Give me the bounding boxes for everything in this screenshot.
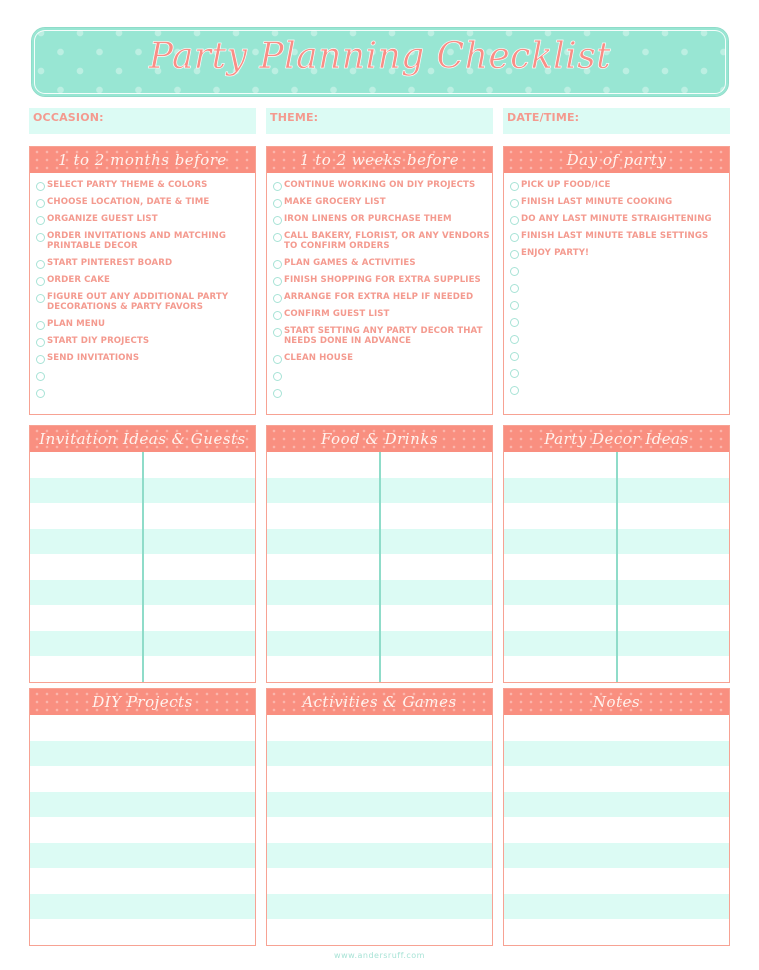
checkbox-circle-icon[interactable] — [510, 267, 519, 276]
checkbox-circle-icon[interactable] — [36, 321, 45, 330]
writing-line[interactable] — [267, 843, 492, 869]
checkbox-circle-icon[interactable] — [36, 199, 45, 208]
checkbox-circle-icon[interactable] — [36, 182, 45, 191]
checklist-item[interactable] — [510, 282, 729, 299]
checkbox-circle-icon[interactable] — [510, 182, 519, 191]
checkbox-circle-icon[interactable] — [510, 352, 519, 361]
party-decor-ideas-section — [503, 425, 730, 683]
checklist-item-label: CHOOSE LOCATION, DATE & TIME — [47, 197, 210, 207]
checklist-item[interactable] — [273, 258, 492, 275]
writing-line[interactable] — [504, 715, 729, 741]
writing-line[interactable] — [504, 817, 729, 843]
checklist-item-label: CONFIRM GUEST LIST — [284, 309, 390, 319]
checklist-item[interactable] — [36, 292, 255, 319]
page-title: Party Planning Checklist — [148, 36, 612, 77]
checklist-item[interactable] — [510, 180, 729, 197]
checklist-heading: 1 to 2 weeks before — [267, 147, 492, 173]
occasion-label: OCCASION: — [33, 111, 104, 124]
checklist-item-label: FINISH SHOPPING FOR EXTRA SUPPLIES — [284, 275, 481, 285]
checkbox-circle-icon[interactable] — [273, 233, 282, 242]
checkbox-circle-icon[interactable] — [36, 294, 45, 303]
checklist-item-label: PLAN MENU — [47, 319, 106, 329]
writing-line[interactable] — [267, 868, 492, 894]
writing-line[interactable] — [267, 741, 492, 767]
checklist-items — [504, 173, 729, 401]
checkbox-circle-icon[interactable] — [273, 277, 282, 286]
checklist-item[interactable] — [273, 370, 492, 387]
checklist-item[interactable] — [273, 309, 492, 326]
checklist-item-label: PICK UP FOOD/ICE — [521, 180, 611, 190]
checklist-item[interactable] — [36, 370, 255, 387]
checklist-items — [30, 173, 255, 404]
checkbox-circle-icon[interactable] — [273, 328, 282, 337]
theme-field[interactable] — [266, 108, 493, 134]
checklist-item-label: CONTINUE WORKING ON DIY PROJECTS — [284, 180, 476, 190]
checkbox-circle-icon[interactable] — [273, 311, 282, 320]
lined-area[interactable] — [504, 715, 729, 945]
checklist-item[interactable] — [36, 353, 255, 370]
checklist-item[interactable] — [36, 231, 255, 258]
checklist-item[interactable] — [510, 299, 729, 316]
checklist-item[interactable] — [36, 275, 255, 292]
column-divider — [616, 452, 618, 682]
checkbox-circle-icon[interactable] — [273, 260, 282, 269]
writing-line[interactable] — [267, 919, 492, 945]
checklist-item[interactable] — [510, 197, 729, 214]
checklist-item[interactable] — [273, 353, 492, 370]
date-time-label: DATE/TIME: — [507, 111, 580, 124]
checkbox-circle-icon[interactable] — [36, 233, 45, 242]
theme-label: THEME: — [270, 111, 319, 124]
writing-line[interactable] — [30, 715, 255, 741]
checkbox-circle-icon[interactable] — [36, 216, 45, 225]
checklist-item-label: DO ANY LAST MINUTE STRAIGHTENING — [521, 214, 712, 224]
section-heading: Notes — [504, 689, 729, 715]
checklist-item-label: START SETTING ANY PARTY DECOR THAT NEEDS DONE IN ADVANCE — [284, 326, 483, 346]
section-heading: Party Decor Ideas — [504, 426, 729, 452]
checkbox-circle-icon[interactable] — [510, 369, 519, 378]
footer-url: www.andersruff.com — [334, 951, 425, 960]
checkbox-circle-icon[interactable] — [510, 301, 519, 310]
checklist-item-label: FIGURE OUT ANY ADDITIONAL PARTY DECORATIONS & PARTY FAVORS — [47, 292, 229, 312]
writing-line[interactable] — [504, 766, 729, 792]
occasion-field[interactable] — [29, 108, 256, 134]
checklist-item-label: IRON LINENS OR PURCHASE THEM — [284, 214, 452, 224]
checklist-item[interactable] — [273, 197, 492, 214]
checklist-item-label: ARRANGE FOR EXTRA HELP IF NEEDED — [284, 292, 474, 302]
activities-games-section — [266, 688, 493, 946]
checklist-item-label: ENJOY PARTY! — [521, 248, 590, 258]
checklist-1-to-2-months — [29, 146, 256, 415]
checklist-item[interactable] — [273, 214, 492, 231]
writing-line[interactable] — [267, 766, 492, 792]
checkbox-circle-icon[interactable] — [510, 216, 519, 225]
food-drinks-section — [266, 425, 493, 683]
checklist-item[interactable] — [510, 248, 729, 265]
lined-area[interactable] — [30, 452, 255, 682]
checklist-item[interactable] — [510, 333, 729, 350]
checklist-day-of-party — [503, 146, 730, 415]
checkbox-circle-icon[interactable] — [273, 182, 282, 191]
checkbox-circle-icon[interactable] — [273, 199, 282, 208]
checklist-item-label: CALL BAKERY, FLORIST, OR ANY VENDORS TO CONFIRM ORDERS — [284, 231, 490, 251]
checkbox-circle-icon[interactable] — [510, 386, 519, 395]
checkbox-circle-icon[interactable] — [510, 233, 519, 242]
checklist-item-label: MAKE GROCERY LIST — [284, 197, 386, 207]
writing-line[interactable] — [504, 741, 729, 767]
checklist-item[interactable] — [510, 214, 729, 231]
checklist-item-label: ORGANIZE GUEST LIST — [47, 214, 158, 224]
checkbox-circle-icon[interactable] — [36, 389, 45, 398]
diy-projects-section — [29, 688, 256, 946]
writing-line[interactable] — [30, 817, 255, 843]
checkbox-circle-icon[interactable] — [510, 199, 519, 208]
checkbox-circle-icon[interactable] — [273, 355, 282, 364]
checklist-item[interactable] — [510, 384, 729, 401]
writing-line[interactable] — [504, 894, 729, 920]
lined-area[interactable] — [267, 715, 492, 945]
writing-line[interactable] — [30, 919, 255, 945]
lined-area[interactable] — [267, 452, 492, 682]
section-heading: Activities & Games — [267, 689, 492, 715]
section-heading: Invitation Ideas & Guests — [30, 426, 255, 452]
checklist-item[interactable] — [510, 367, 729, 384]
writing-line[interactable] — [30, 843, 255, 869]
writing-line[interactable] — [30, 741, 255, 767]
checkbox-circle-icon[interactable] — [36, 260, 45, 269]
checklist-item[interactable] — [273, 275, 492, 292]
writing-line[interactable] — [504, 919, 729, 945]
checklist-item[interactable] — [510, 316, 729, 333]
checklist-item-label: CLEAN HOUSE — [284, 353, 354, 363]
date-time-field[interactable] — [503, 108, 730, 134]
writing-line[interactable] — [267, 894, 492, 920]
lined-area[interactable] — [504, 452, 729, 682]
section-heading: Food & Drinks — [267, 426, 492, 452]
checklist-item[interactable] — [273, 387, 492, 404]
checklist-item[interactable] — [273, 180, 492, 197]
checklist-item[interactable] — [510, 265, 729, 282]
checklist-item[interactable] — [36, 336, 255, 353]
checklist-heading: 1 to 2 months before — [30, 147, 255, 173]
checklist-1-to-2-weeks — [266, 146, 493, 415]
checklist-item[interactable] — [273, 231, 492, 258]
writing-line[interactable] — [504, 843, 729, 869]
checklist-item[interactable] — [273, 292, 492, 309]
checkbox-circle-icon[interactable] — [273, 294, 282, 303]
checkbox-circle-icon[interactable] — [36, 355, 45, 364]
lined-area[interactable] — [30, 715, 255, 945]
notes-section — [503, 688, 730, 946]
checkbox-circle-icon[interactable] — [510, 318, 519, 327]
checkbox-circle-icon[interactable] — [510, 335, 519, 344]
checklist-item[interactable] — [273, 326, 492, 353]
checklist-item-label: SEND INVITATIONS — [47, 353, 140, 363]
writing-line[interactable] — [504, 792, 729, 818]
checkbox-circle-icon[interactable] — [273, 389, 282, 398]
checklist-item[interactable] — [36, 387, 255, 404]
column-divider — [379, 452, 381, 682]
invitation-ideas-guests-section — [29, 425, 256, 683]
checkbox-circle-icon[interactable] — [36, 277, 45, 286]
writing-line[interactable] — [30, 766, 255, 792]
checklist-item-label: ORDER CAKE — [47, 275, 111, 285]
column-divider — [142, 452, 144, 682]
checklist-item[interactable] — [36, 258, 255, 275]
title-banner — [31, 27, 729, 97]
checklist-item-label: FINISH LAST MINUTE TABLE SETTINGS — [521, 231, 709, 241]
checkbox-circle-icon[interactable] — [273, 372, 282, 381]
checklist-item-label: SELECT PARTY THEME & COLORS — [47, 180, 208, 190]
writing-line[interactable] — [267, 715, 492, 741]
checklist-heading: Day of party — [504, 147, 729, 173]
checklist-item-label: FINISH LAST MINUTE COOKING — [521, 197, 673, 207]
writing-line[interactable] — [267, 817, 492, 843]
writing-line[interactable] — [30, 792, 255, 818]
checkbox-circle-icon[interactable] — [510, 250, 519, 259]
writing-line[interactable] — [30, 868, 255, 894]
checkbox-circle-icon[interactable] — [36, 338, 45, 347]
writing-line[interactable] — [504, 868, 729, 894]
checkbox-circle-icon[interactable] — [273, 216, 282, 225]
writing-line[interactable] — [30, 894, 255, 920]
checklist-item[interactable] — [36, 319, 255, 336]
checkbox-circle-icon[interactable] — [510, 284, 519, 293]
section-heading: DIY Projects — [30, 689, 255, 715]
checklist-items — [267, 173, 492, 404]
checklist-item-label: ORDER INVITATIONS AND MATCHING PRINTABLE DECOR — [47, 231, 226, 251]
checklist-item-label: PLAN GAMES & ACTIVITIES — [284, 258, 416, 268]
checklist-item-label: START DIY PROJECTS — [47, 336, 150, 346]
writing-line[interactable] — [267, 792, 492, 818]
checkbox-circle-icon[interactable] — [36, 372, 45, 381]
checklist-item[interactable] — [510, 350, 729, 367]
checklist-item[interactable] — [36, 197, 255, 214]
checklist-item[interactable] — [36, 214, 255, 231]
checklist-item-label: START PINTEREST BOARD — [47, 258, 173, 268]
checklist-item[interactable] — [510, 231, 729, 248]
checklist-item[interactable] — [36, 180, 255, 197]
